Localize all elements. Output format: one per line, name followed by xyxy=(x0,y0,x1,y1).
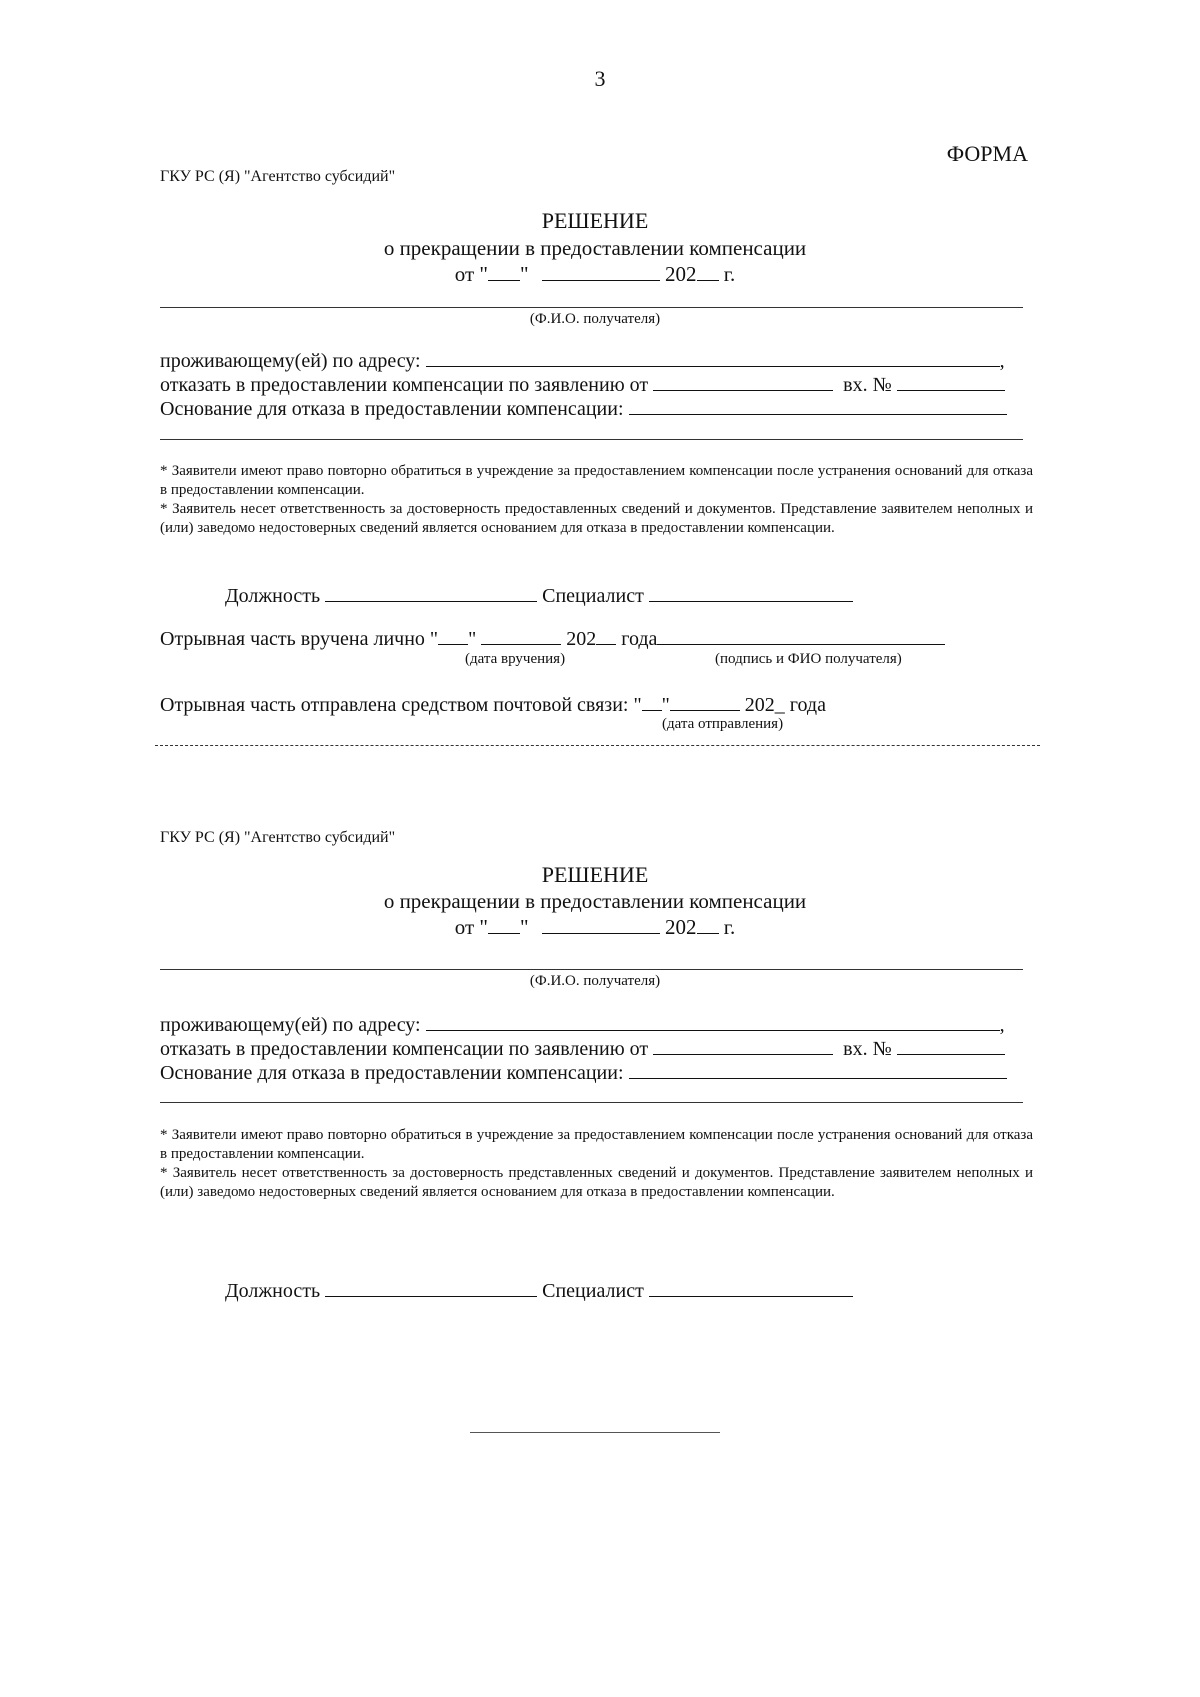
position-blank[interactable] xyxy=(325,1278,537,1297)
address-blank[interactable] xyxy=(426,348,1000,367)
tear-off-cut-line xyxy=(155,745,1040,746)
year-suffix: г. xyxy=(723,915,736,939)
incoming-number-blank[interactable] xyxy=(897,372,1005,391)
address-line: проживающему(ей) по адресу: , xyxy=(160,350,1005,372)
fio-blank-line[interactable] xyxy=(160,969,1023,970)
note-reapply: * Заявители имеют право повторно обратиться в учреждение за предоставлением компенсации после устранения оснований для отказа в предоставлении компенсации. xyxy=(160,463,1033,498)
handed-label: Отрывная часть вручена лично " xyxy=(160,628,439,650)
address-blank[interactable] xyxy=(426,1012,1000,1031)
incoming-number-blank[interactable] xyxy=(897,1036,1005,1055)
handed-year: 202 xyxy=(566,628,597,650)
mailed-date-caption: (дата отправления) xyxy=(662,716,784,732)
handed-quote: " xyxy=(468,628,477,650)
mailed-label: Отрывная часть отправлена средством почтовой связи: " xyxy=(160,694,642,716)
day-blank[interactable] xyxy=(488,915,520,934)
year-blank[interactable] xyxy=(697,262,719,281)
mailed-month-blank[interactable] xyxy=(670,692,740,711)
fio-caption: (Ф.И.О. получателя) xyxy=(529,311,661,327)
specialist-label: Специалист xyxy=(542,585,644,607)
document-title: РЕШЕНИЕ xyxy=(541,208,649,233)
specialist-blank[interactable] xyxy=(649,583,853,602)
date-prefix: от " xyxy=(454,262,488,286)
mailed-year-word: года xyxy=(789,694,826,716)
refusal-label: отказать в предоставлении компенсации по заявлению от xyxy=(160,374,649,396)
mailed-year: 202_ xyxy=(744,694,785,716)
refusal-label: отказать в предоставлении компенсации по заявлению от xyxy=(160,1038,649,1060)
year-blank[interactable] xyxy=(697,915,719,934)
fio-caption: (Ф.И.О. получателя) xyxy=(529,973,661,989)
mailed-quote: " xyxy=(661,694,670,716)
specialist-blank[interactable] xyxy=(649,1278,853,1297)
handed-day-blank[interactable] xyxy=(438,626,468,645)
decision-date-line xyxy=(0,262,1190,287)
basis-line xyxy=(160,1060,1007,1085)
month-blank[interactable] xyxy=(542,262,660,281)
year-suffix: г. xyxy=(723,262,736,286)
incoming-number-label: вх. № xyxy=(843,374,892,396)
date-quote: " xyxy=(519,262,529,286)
note-reapply: * Заявители имеют право повторно обратиться в учреждение за предоставлением компенсации после устранения оснований для отказа в предоставлении компенсации. xyxy=(160,1127,1033,1162)
address-label: проживающему(ей) по адресу: xyxy=(160,1014,421,1036)
recipient-signature-caption: (подпись и ФИО получателя) xyxy=(715,651,902,667)
basis-blank-line-2[interactable] xyxy=(160,1102,1023,1103)
mailed-day-blank[interactable] xyxy=(642,692,662,711)
tearoff-handed-line xyxy=(160,626,945,651)
address-line: проживающему(ей) по адресу: , xyxy=(160,1014,1005,1036)
refusal-line xyxy=(160,1036,1005,1061)
year-prefix: 202 xyxy=(665,915,697,939)
basis-blank-line-2[interactable] xyxy=(160,439,1023,440)
footer-rule xyxy=(470,1432,720,1433)
note-responsibility: * Заявитель несет ответственность за достоверность представленных сведений и документов. Представление заявителем неполных и (или) заведомо недостоверных сведений является основанием для отказа в предоставлении компенсации. xyxy=(160,1165,1033,1200)
incoming-number-label: вх. № xyxy=(843,1038,892,1060)
document-title: РЕШЕНИЕ xyxy=(541,862,649,887)
application-date-blank[interactable] xyxy=(653,1036,833,1055)
month-blank[interactable] xyxy=(542,915,660,934)
basis-blank[interactable] xyxy=(629,1060,1007,1079)
address-label: проживающему(ей) по адресу: xyxy=(160,350,421,372)
date-prefix: от " xyxy=(454,915,488,939)
basis-label: Основание для отказа в предоставлении компенсации: xyxy=(160,398,624,420)
form-label: ФОРМА xyxy=(946,141,1028,166)
specialist-label: Специалист xyxy=(542,1280,644,1302)
decision-date-line xyxy=(0,915,1190,940)
day-blank[interactable] xyxy=(488,262,520,281)
position-label: Должность xyxy=(225,585,321,607)
date-quote: " xyxy=(519,915,529,939)
organization-name: ГКУ РС (Я) "Агентство субсидий" xyxy=(160,829,396,846)
handed-year-word: года xyxy=(621,628,658,650)
refusal-line xyxy=(160,372,1005,397)
application-date-blank[interactable] xyxy=(653,372,833,391)
fio-blank-line[interactable] xyxy=(160,307,1023,308)
tearoff-mailed-line xyxy=(160,692,826,717)
basis-label: Основание для отказа в предоставлении компенсации: xyxy=(160,1062,624,1084)
recipient-signature-blank[interactable] xyxy=(657,626,945,645)
note-responsibility: * Заявитель несет ответственность за достоверность предоставленных сведений и документов. Представление заявителем неполных и (или) заведомо недостоверных сведений является основанием для отказа в предоставлении компенсации. xyxy=(160,501,1033,536)
document-subtitle: о прекращении в предоставлении компенсации xyxy=(383,236,807,260)
handed-year-blank[interactable] xyxy=(596,626,616,645)
basis-blank[interactable] xyxy=(629,396,1007,415)
handed-date-caption: (дата вручения) xyxy=(465,651,566,667)
position-blank[interactable] xyxy=(325,583,537,602)
position-label: Должность xyxy=(225,1280,321,1302)
basis-line xyxy=(160,396,1007,421)
year-prefix: 202 xyxy=(665,262,697,286)
page-number: 3 xyxy=(594,66,606,91)
organization-name: ГКУ РС (Я) "Агентство субсидий" xyxy=(160,168,396,185)
handed-month-blank[interactable] xyxy=(481,626,561,645)
signature-line xyxy=(225,583,853,608)
document-subtitle: о прекращении в предоставлении компенсации xyxy=(383,889,807,913)
signature-line xyxy=(225,1278,853,1303)
